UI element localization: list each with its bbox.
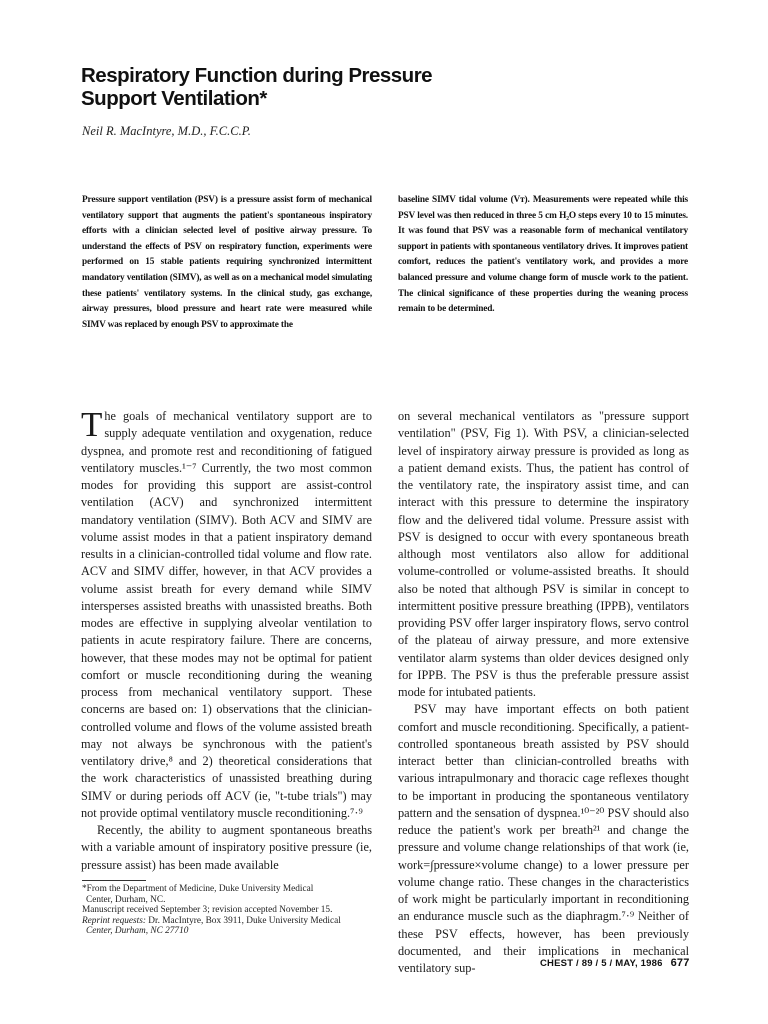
psv-effects-paragraph: PSV may have important effects on both patient comfort and muscle reconditioning. Specifically, a patient-controlled spontaneous breath assisted by PSV should interact better than clinician-controlled breaths with various intrapulmonary and thoracic cage reflexes thought to be important in producing the spontaneous ventilatory pattern and the sensation of dyspnea.¹⁰⁻²⁰ PSV should also reduce the patient's work per breath²¹ and change the pressure and volume change relationships of that work (ie, work=∫pressure×volume change) to a lower pressure per volume change ratio. These changes in the characteristics of work might be particularly important in reconditioning an endurance muscle such as the diaphragm.⁷·⁹ Neither of these PSV effects, however, has been previously documented, and their implications in mechanical ventilatory sup- <box>398 702 689 975</box>
page-footer <box>540 957 690 969</box>
psv-description-paragraph: on several mechanical ventilators as "pressure support ventilation" (PSV, Fig 1). With PSV, a clinician-selected level of inspiratory airway pressure is provided as long as a patient demand exists. Thus, the patient has control of the ventilatory rate, the inspiratory assist time, and can interact with this pressure to determine the inspiratory flow and the delivered tidal volume. Pressure assist with PSV is designed to occur with every spontaneous breath although most ventilators also allow for additional volume-controlled or volume-assisted breaths. It should also be noted that although PSV is similar in concept to intermittent positive pressure breathing (IPPB), ventilators providing PSV offer larger inspiratory flows, servo control of the plateau of airway pressure, and more extensive ventilator alarm systems than older devices designed only for IPPB. The PSV is thus the preferable pressure assist mode for intubated patients. <box>398 409 689 699</box>
reprint-label: Reprint requests: <box>82 915 146 926</box>
drop-cap: T <box>81 405 103 444</box>
journal-citation: CHEST / 89 / 5 / MAY, 1986 <box>540 958 663 969</box>
body-left-column <box>81 405 372 874</box>
intro-paragraph-text: he goals of mechanical ventilatory support are to supply adequate ventilation and oxygenation, reduce dyspnea, and promote rest and reconditioning of fatigued ventilatory muscles.¹⁻⁷ Currently, the two most common modes for providing this support are assist-control ventilation (ACV) and synchronized intermittent mandatory ventilation (SIMV). Both ACV and SIMV are volume assist modes in that a patient inspiratory demand results in a clinician-controlled tidal volume and flow rate. ACV and SIMV differ, however, in that ACV provides a volume assist breath for every demand while SIMV intersperses assisted breaths with unassisted breaths. Both modes are effective in supplying alveolar ventilation to patients in acute respiratory failure. There are concerns, however, that these modes may not be optimal for patient comfort or muscle reconditioning during the weaning process from mechanical ventilatory support. These concerns are based on: 1) observations that the clinician-controlled volume and flows of the volume assisted breath may not always be synchronous with the patient's ventilatory drive,⁸ and 2) theoretical considerations that the work characteristics of unassisted breathing during SIMV or during periods off ACV (ie, "t-tube trials") may not provide optimal ventilatory muscle reconditioning.⁷·⁹ <box>81 409 372 820</box>
reprint-line-1: Dr. MacIntyre, Box 3911, Duke University Medical <box>148 915 341 926</box>
footnote-reprint <box>82 916 372 927</box>
footnote-reprint-2: Center, Durham, NC 27710 <box>86 926 189 936</box>
abstract-left-column: Pressure support ventilation (PSV) is a pressure assist form of mechanical ventilatory support that augments the patient's spontaneous inspiratory efforts with a clinician selected level of positive airway pressure. To understand the effects of PSV on respiratory function, experiments were performed on 15 stable patients requiring synchronized intermittent mandatory ventilation (SIMV), as well as on a mechanical model simulating these patients' ventilatory systems. In the clinical study, gas exchange, airway pressures, blood pressure and heart rate were measured while SIMV was replaced by enough PSV to approximate the <box>82 195 372 330</box>
footnote-affiliation-2: Center, Durham, NC. <box>86 894 166 905</box>
footnote-divider <box>82 880 146 881</box>
title-line-1: Respiratory Function during Pressure <box>81 64 433 87</box>
author-byline: Neil R. MacIntyre, M.D., F.C.C.P. <box>82 124 251 138</box>
recently-paragraph: Recently, the ability to augment spontaneous breaths with a variable amount of inspiratory positive pressure (ie, pressure assist) has been made available <box>81 823 372 872</box>
article-title <box>81 64 641 110</box>
title-line-2: Support Ventilation* <box>81 87 267 110</box>
footnote-affiliation-1: *From the Department of Medicine, Duke University Medical <box>82 884 314 894</box>
body-right-column <box>398 408 689 977</box>
footnotes <box>82 884 372 937</box>
abstract-right-column: baseline SIMV tidal volume (Vт). Measurements were repeated while this PSV level was then reduced in three 5 cm H₂O steps every 10 to 15 minutes. It was found that PSV was a reasonable form of mechanical ventilatory support in patients with spontaneous ventilatory drives. It improves patient comfort, reduces the patient's ventilatory work, and provides a more balanced pressure and volume change form of muscle work to the patient. The clinical significance of these properties during the weaning process remain to be determined. <box>398 195 688 315</box>
footnote-manuscript: Manuscript received September 3; revision accepted November 15. <box>82 905 333 915</box>
intro-paragraph <box>81 405 372 822</box>
page-number: 677 <box>670 957 690 969</box>
